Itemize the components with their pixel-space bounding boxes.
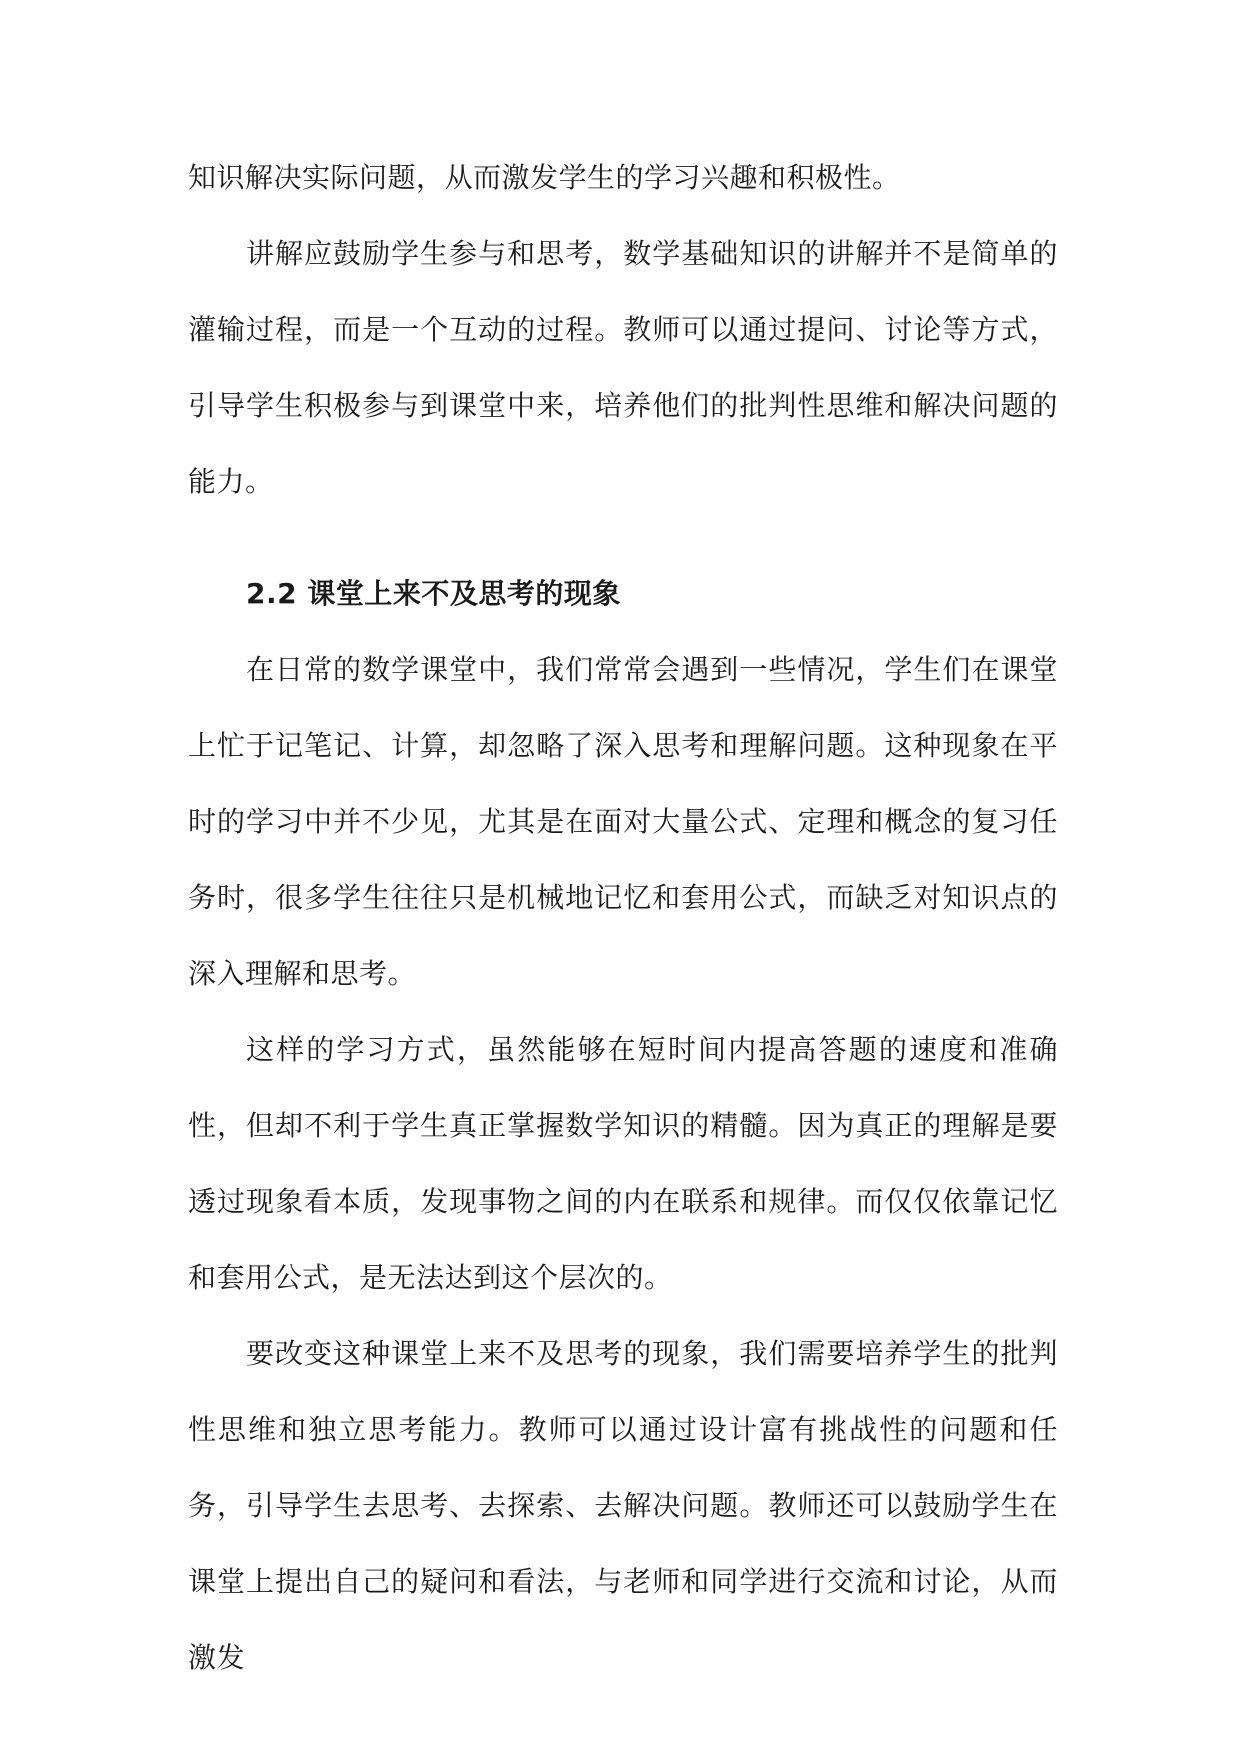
paragraph-change-phenomenon: 要改变这种课堂上来不及思考的现象，我们需要培养学生的批判性思维和独立思考能力。教师可以通过设计富有挑战性的问题和任务，引导学生去思考、去探索、去解决问题。教师还可以鼓励学生在课堂上提出自己的疑问和看法，与老师和同学进行交流和讨论，从而激发 [188, 1337, 1058, 1674]
document-body [188, 140, 1058, 1696]
paragraph-encourage-participation: 讲解应鼓励学生参与和思考，数学基础知识的讲解并不是简单的灌输过程，而是一个互动的过程。教师可以通过提问、讨论等方式，引导学生积极参与到课堂中来，培养他们的批判性思维和解决问题的能力。 [188, 237, 1058, 498]
paragraph-classroom-phenomenon: 在日常的数学课堂中，我们常常会遇到一些情况，学生们在课堂上忙于记笔记、计算，却忽略了深入思考和理解问题。这种现象在平时的学习中并不少见，尤其是在面对大量公式、定理和概念的复习任务时，很多学生往往只是机械地记忆和套用公式，而缺乏对知识点的深入理解和思考。 [188, 653, 1058, 990]
section-heading: 2.2 课堂上来不及思考的现象 [246, 577, 621, 610]
paragraph-learning-method: 这样的学习方式，虽然能够在短时间内提高答题的速度和准确性，但却不利于学生真正掌握数学知识的精髓。因为真正的理解是要透过现象看本质，发现事物之间的内在联系和规律。而仅仅依靠记忆和套用公式，是无法达到这个层次的。 [188, 1033, 1058, 1294]
section-spacer [188, 520, 1058, 556]
paragraph-continuation: 知识解决实际问题，从而激发学生的学习兴趣和积极性。 [188, 161, 901, 194]
